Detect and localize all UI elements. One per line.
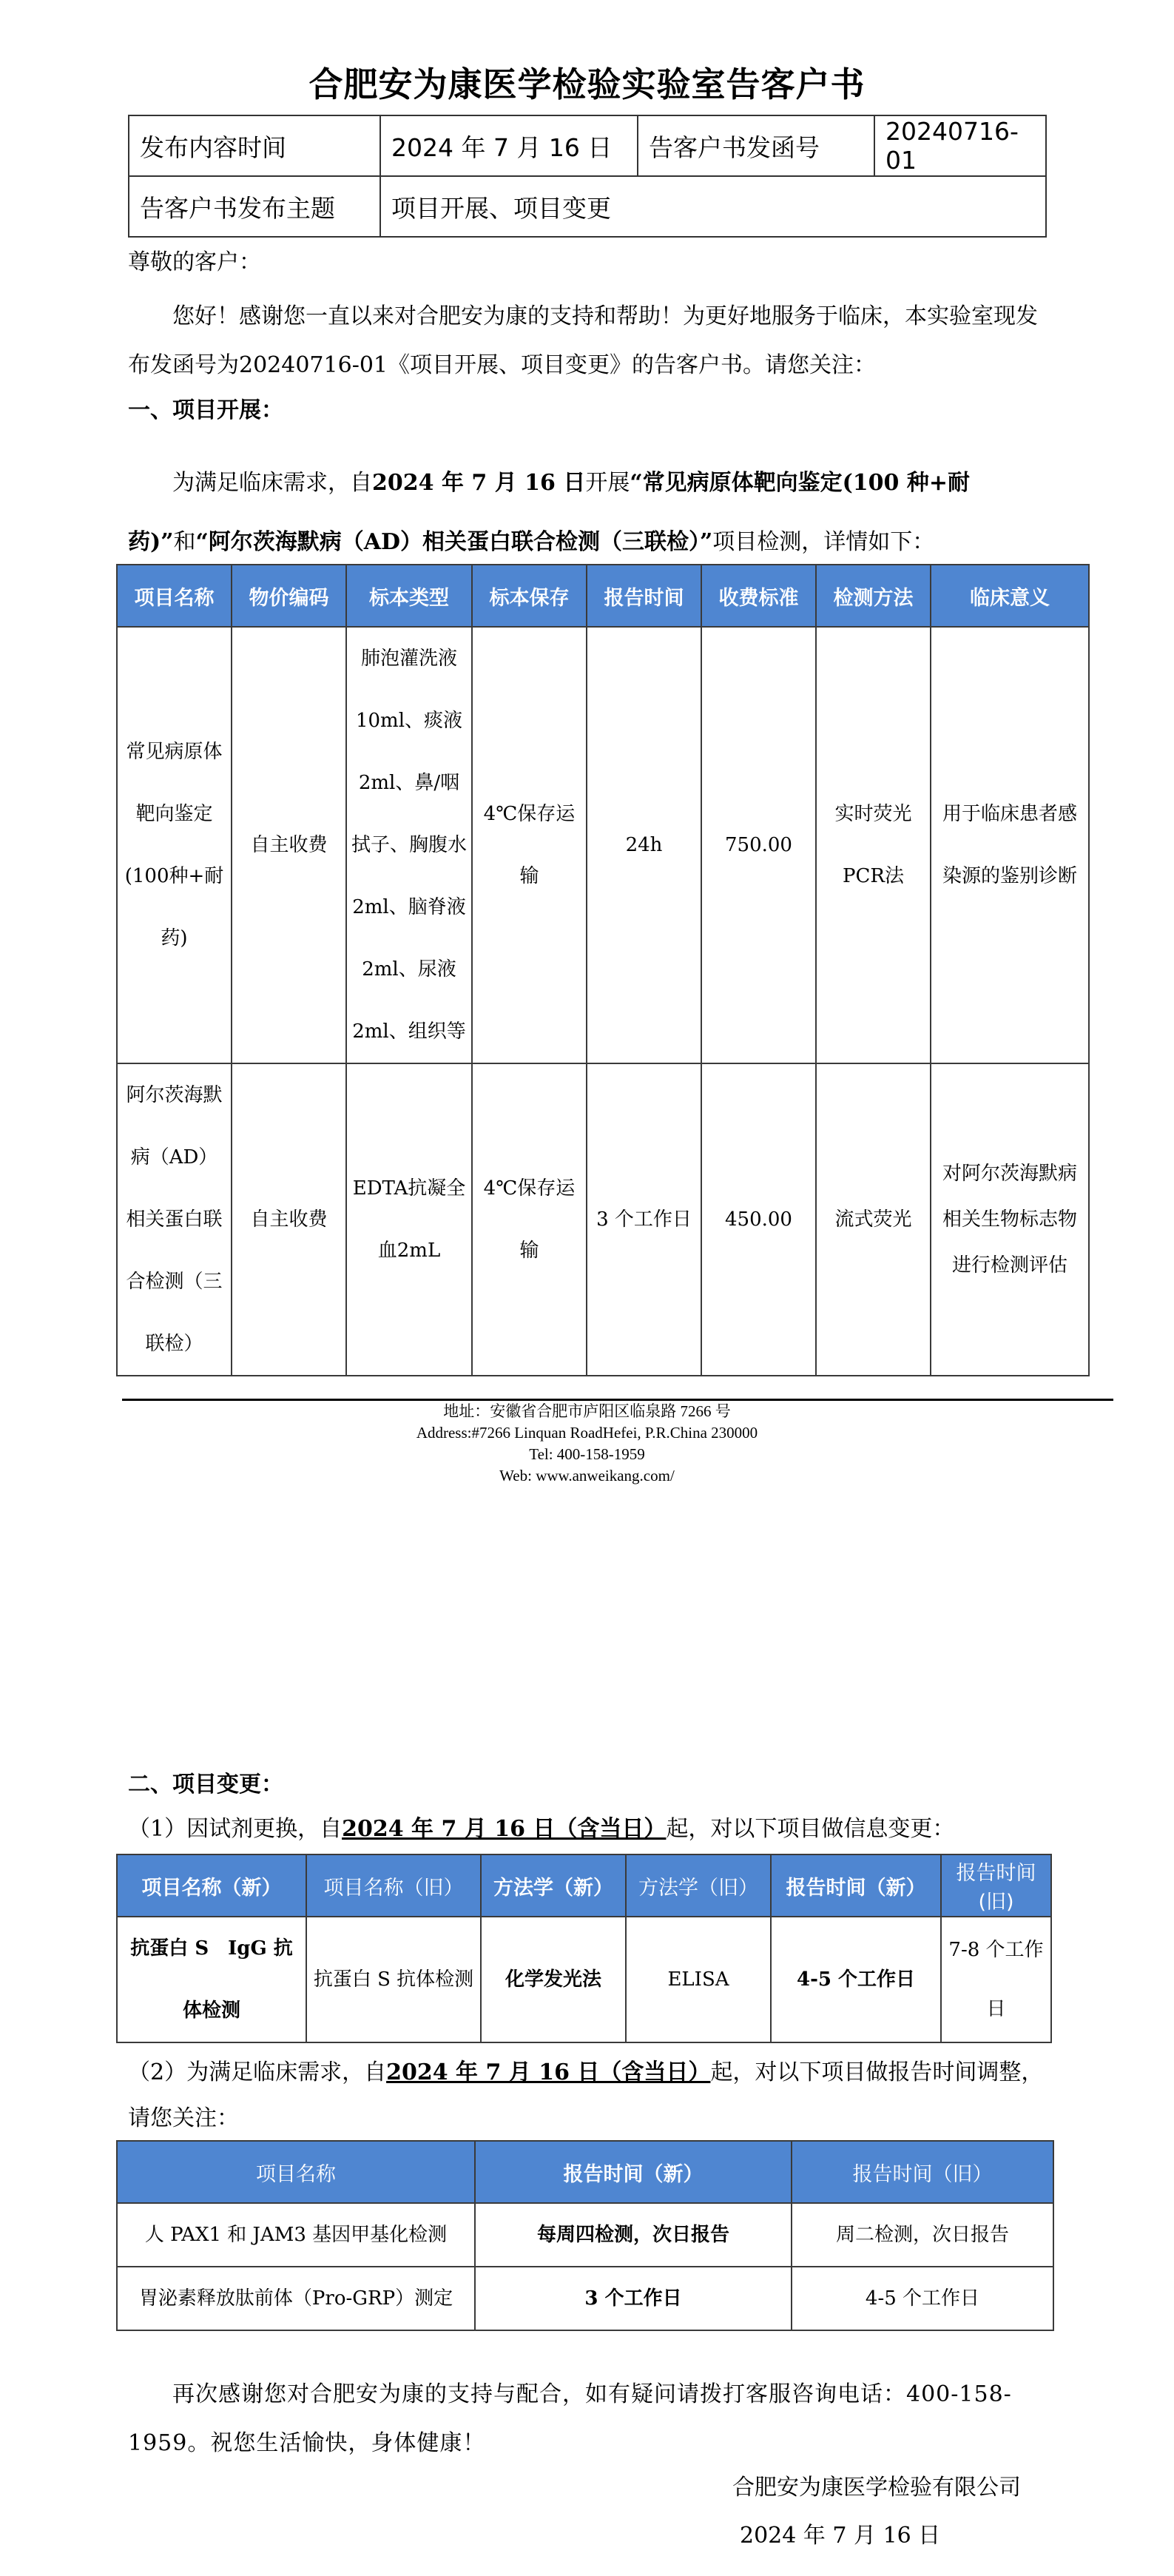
change-2-text: （2）为满足临床需求，自2024 年 7 月 16 日（含当日）起，对以下项目做报告时间调整，请您关注： (128, 2059, 1044, 2131)
col-header: 项目名称 (117, 2141, 475, 2203)
footer-address-cn: 地址：安徽省合肥市庐阳区临泉路 7266 号 (443, 1402, 731, 1420)
col-header: 检测方法 (816, 565, 931, 627)
info-table (128, 115, 1047, 238)
pub-time-value: 2024 年 7 月 16 日 (380, 115, 638, 176)
col-header: 项目名称（新） (117, 1854, 306, 1917)
greeting: 尊敬的客户： (128, 249, 261, 275)
section1-heading: 一、项目开展： (128, 397, 283, 423)
topic-value: 项目开展、项目变更 (380, 176, 1046, 237)
letter-no-value: 20240716-01 (874, 115, 1046, 176)
col-header: 临床意义 (931, 565, 1089, 627)
pub-time-label: 发布内容时间 (129, 115, 380, 176)
col-header: 方法学（旧） (626, 1854, 771, 1917)
col-header: 报告时间（旧） (792, 2141, 1053, 2203)
col-header: 报告时间（新） (475, 2141, 792, 2203)
topic-label: 告客户书发布主题 (129, 176, 380, 237)
change-1-text: （1）因试剂更换，自2024 年 7 月 16 日（含当日）起，对以下项目做信息变更： (128, 1816, 955, 1842)
closing-paragraph: 再次感谢您对合肥安为康的支持与配合，如有疑问请拨打客服咨询电话：400-158-1959。祝您生活愉快，身体健康！ (128, 2381, 1012, 2456)
section1-paragraph: 为满足临床需求，自2024 年 7 月 16 日开展“常见病原体靶向鉴定(100 种+耐药)”和“阿尔茨海默病（AD）相关蛋白联合检测（三联检）”项目检测，详情如下： (128, 470, 970, 555)
col-header: 报告时间（新） (771, 1854, 941, 1917)
col-header: 物价编码 (232, 565, 346, 627)
col-header: 标本保存 (472, 565, 587, 627)
col-header: 项目名称（旧） (306, 1854, 481, 1917)
table-row: 阿尔茨海默病（AD）相关蛋白联合检测（三联检） 自主收费 EDTA抗凝全血2mL 4℃保存运输 3 个工作日 450.00 流式荧光 对阿尔茨海默病相关生物标志物进行检测评估 (117, 1063, 1089, 1376)
footer-address-en: Address:#7266 Linquan RoadHefei, P.R.China 230000 (416, 1424, 758, 1442)
col-header: 标本类型 (346, 565, 472, 627)
table-row: 常见病原体靶向鉴定(100种+耐药) 自主收费 肺泡灌洗液10ml、痰液2ml、鼻/咽拭子、胸腹水2ml、脑脊液2ml、尿液2ml、组织等 4℃保存运输 24h 750.00 实时荧光PCR法 用于临床患者感染源的鉴别诊断 (117, 627, 1089, 1063)
col-header: 报告时间(旧) (941, 1854, 1051, 1917)
signature-date: 2024 年 7 月 16 日 (740, 2523, 941, 2549)
project-name-1: “常见病原体靶向鉴定(100 种+耐药)” (128, 470, 970, 555)
letter-no-label: 告客户书发函号 (638, 115, 874, 176)
project-name-2: “阿尔茨海默病（AD）相关蛋白联合检测（三联检）” (195, 529, 713, 555)
info-change-table (116, 1854, 1052, 2043)
col-header: 收费标准 (701, 565, 816, 627)
col-header: 项目名称 (117, 565, 232, 627)
company-signature: 合肥安为康医学检验有限公司 (732, 2475, 1021, 2501)
col-header: 方法学（新） (481, 1854, 626, 1917)
page-title: 合肥安为康医学检验实验室告客户书 (308, 64, 866, 104)
col-header: 报告时间 (587, 565, 701, 627)
intro-paragraph: 您好！感谢您一直以来对合肥安为康的支持和帮助！为更好地服务于临床，本实验室现发布发函号为20240716-01《项目开展、项目变更》的告客户书。请您关注： (128, 303, 1038, 378)
table-row: 人 PAX1 和 JAM3 基因甲基化检测 每周四检测，次日报告 周二检测，次日报告 (117, 2203, 1053, 2267)
footer-tel: Tel: 400-158-1959 (529, 1445, 645, 1463)
table-row: 胃泌素释放肽前体（Pro-GRP）测定 3 个工作日 4-5 个工作日 (117, 2267, 1053, 2330)
footer-web: Web: www.anweikang.com/ (499, 1467, 675, 1484)
new-projects-table (116, 564, 1090, 1376)
section2-heading: 二、项目变更： (128, 1772, 283, 1798)
report-time-table (116, 2140, 1054, 2331)
letter-code: 20240716-01《项目开展、项目变更》 (239, 352, 632, 378)
table-row: 抗蛋白 S IgG 抗体检测 抗蛋白 S 抗体检测 化学发光法 ELISA 4-5 个工作日 7-8 个工作日 (117, 1917, 1051, 2042)
